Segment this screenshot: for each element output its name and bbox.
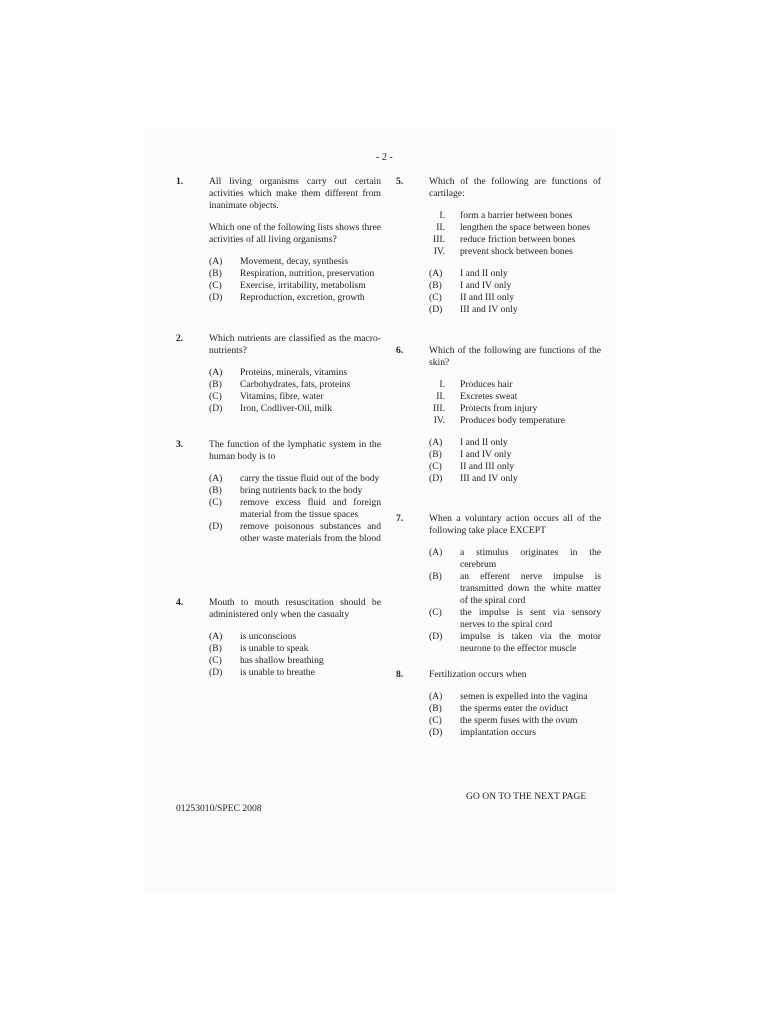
roman-item: I. Produces hair (439, 379, 513, 390)
page-number: - 2 - (376, 152, 393, 163)
roman-item: II. Excretes sweat (436, 391, 518, 402)
answer-option: (A) Proteins, minerals, vitamins (209, 367, 348, 378)
answer-option: (D) impulse is taken via the motor neurone to the effector muscle (429, 631, 601, 654)
question-number: 6. (396, 345, 404, 356)
answer-option: (A) I and II only (429, 437, 508, 448)
answer-option: (C) remove excess fluid and foreign material from the tissue spaces (209, 497, 381, 520)
answer-option: (B) the sperms enter the oviduct (429, 703, 569, 714)
answer-option: (C) has shallow breathing (209, 655, 324, 666)
question-stem: When a voluntary action occurs all of the following take place EXCEPT (429, 513, 601, 536)
answer-option: (A) carry the tissue fluid out of the body (209, 473, 380, 484)
roman-item: III. Protects from injury (433, 403, 538, 414)
answer-option: (A) a stimulus originates in the cerebrum (429, 547, 601, 570)
answer-option: (C) II and III only (429, 292, 515, 303)
answer-option: (A) is unconscious (209, 631, 297, 642)
question-number: 3. (176, 439, 184, 450)
question-stem: All living organisms carry out certain activities which make them different from inanimate objects. (209, 176, 381, 211)
question-stem: Which nutrients are classified as the macro-nutrients? (209, 333, 381, 356)
question-number: 4. (176, 597, 184, 608)
answer-option: (A) Movement, decay, synthesis (209, 256, 349, 267)
question-stem: Which of the following are functions of cartilage: (429, 176, 601, 199)
answer-option: (B) I and IV only (429, 449, 512, 460)
question-number: 1. (176, 176, 184, 187)
roman-item: I. form a barrier between bones (439, 210, 573, 221)
answer-option: (B) an efferent nerve impulse is transmitted down the white matter of the spiral cord (429, 571, 601, 606)
answer-option: (D) is unable to breathe (209, 667, 315, 678)
answer-option: (D) implantation occurs (429, 727, 536, 738)
roman-item: IV. prevent shock between bones (433, 246, 573, 257)
answer-option: (D) remove poisonous substances and other waste materials from the blood (209, 521, 381, 544)
roman-item: IV. Produces body temperature (433, 415, 565, 426)
answer-option: (C) the sperm fuses with the ovum (429, 715, 578, 726)
question-stem: Which of the following are functions of the skin? (429, 345, 601, 368)
answer-option: (A) semen is expelled into the vagina (429, 691, 588, 702)
answer-option: (D) Reproduction, excretion, growth (209, 292, 365, 303)
answer-option: (B) Carbohydrates, fats, proteins (209, 379, 351, 390)
answer-option: (C) II and III only (429, 461, 515, 472)
question-stem: Fertilization occurs when (429, 669, 527, 680)
roman-item: II. lengthen the space between bones (436, 222, 590, 233)
answer-option: (B) is unable to speak (209, 643, 309, 654)
answer-option: (C) the impulse is sent via sensory nerves to the spiral cord (429, 607, 601, 630)
question-stem: The function of the lymphatic system in the human body is to (209, 439, 381, 462)
question-number: 8. (396, 669, 404, 680)
question-stem: Mouth to mouth resuscitation should be administered only when the casualty (209, 597, 381, 620)
next-page-notice: GO ON TO THE NEXT PAGE (466, 791, 587, 802)
answer-option: (C) Vitamins, fibre, water (209, 391, 324, 402)
question-stem: Which one of the following lists shows three activities of all living organisms? (209, 222, 381, 245)
question-number: 7. (396, 513, 404, 524)
answer-option: (D) III and IV only (429, 473, 518, 484)
answer-option: (C) Exercise, irritability, metabolism (209, 280, 366, 291)
question-number: 2. (176, 333, 184, 344)
answer-option: (B) Respiration, nutrition, preservation (209, 268, 375, 279)
answer-option: (A) I and II only (429, 268, 508, 279)
answer-option: (B) I and IV only (429, 280, 512, 291)
roman-item: III. reduce friction between bones (433, 234, 576, 245)
answer-option: (D) Iron, Codliver-Oil, milk (209, 403, 333, 414)
document-code: 01253010/SPEC 2008 (176, 803, 262, 814)
question-number: 5. (396, 176, 404, 187)
answer-option: (D) III and IV only (429, 304, 518, 315)
answer-option: (B) bring nutrients back to the body (209, 485, 363, 496)
